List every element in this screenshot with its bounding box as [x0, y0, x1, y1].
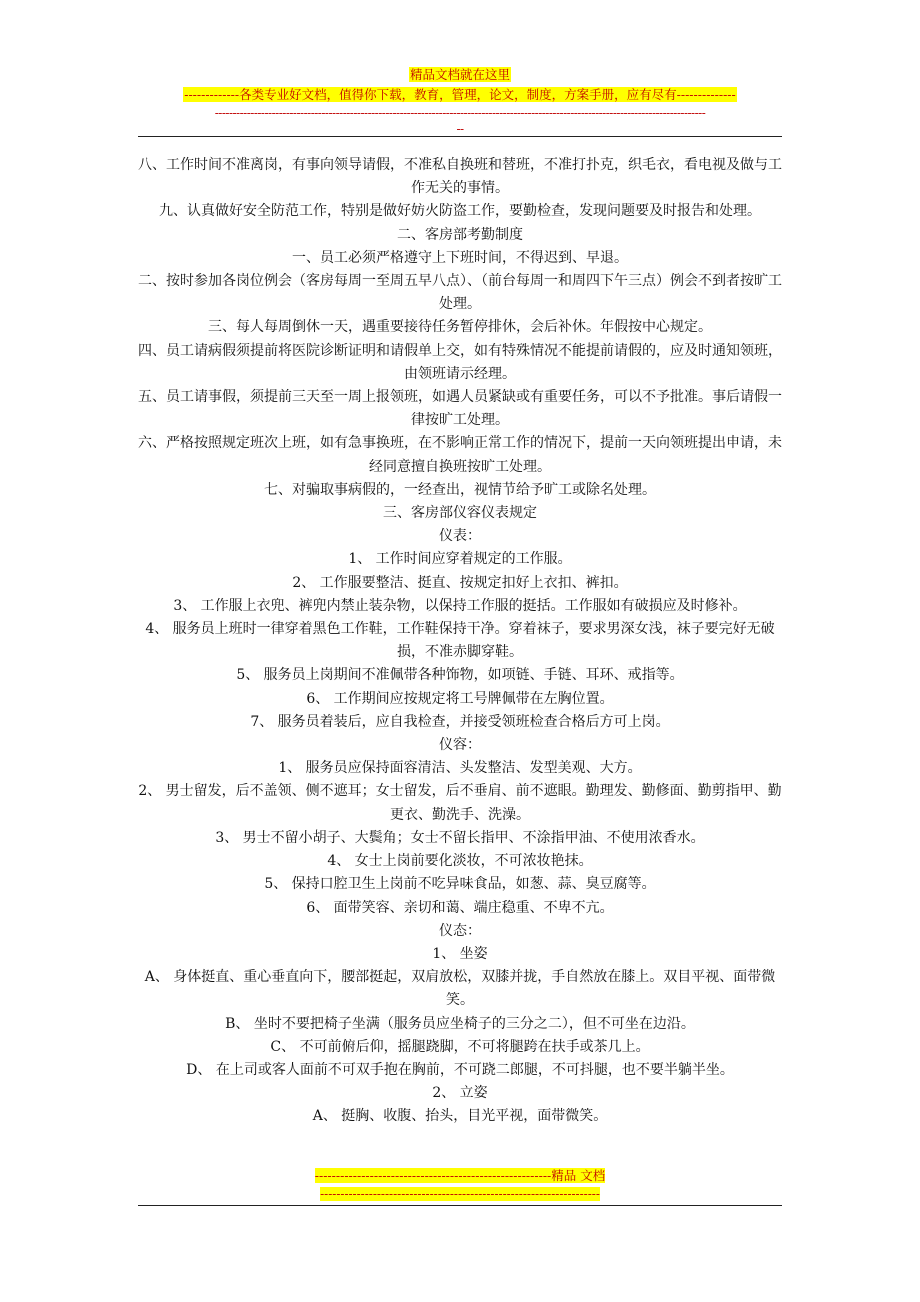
header-dash-line-1: ------------------------------------------------------------------------------------------------------------------------------------------	[214, 106, 706, 120]
paragraph: 2、 男士留发，后不盖领、侧不遮耳；女士留发，后不垂肩、前不遮眼。勤理发、勤修面、勤剪指甲、勤更衣、勤洗手、洗澡。	[138, 783, 782, 823]
paragraph: 2、 立姿	[432, 1085, 488, 1102]
paragraph: 1、 坐姿	[432, 945, 488, 962]
paragraph: 2、 工作服要整洁、挺直、按规定扣好上衣扣、裤扣。	[292, 574, 628, 591]
paragraph: 二、按时参加各岗位例会（客房每周一至周五早八点）、（前台每周一和周四下午三点）例会不到者按旷工处理。	[138, 273, 782, 313]
paragraph: 5、 保持口腔卫生上岗前不吃异味食品，如葱、蒜、臭豆腐等。	[264, 876, 656, 893]
paragraph: 五、员工请事假，须提前三天至一周上报领班，如遇人员紧缺或有重要任务，可以不予批准。事后请假一律按旷工处理。	[138, 389, 782, 429]
paragraph: 1、 工作时间应穿着规定的工作服。	[348, 551, 572, 568]
paragraph: 6、 工作期间应按规定将工号牌佩带在左胸位置。	[306, 690, 614, 707]
header-subtitle: -------------各类专业好文档，值得你下载，教育，管理，论文，制度，方案手册，应有尽有--------------	[184, 87, 736, 102]
paragraph: 八、工作时间不准离岗，有事向领导请假，不准私自换班和替班，不准打扑克，织毛衣，看电视及做与工作无关的事情。	[138, 157, 782, 197]
header-title: 精品文档就在这里	[409, 67, 510, 82]
paragraph: B、 坐时不要把椅子坐满（服务员应坐椅子的三分之二），但不可坐在边沿。	[225, 1015, 695, 1032]
paragraph: 7、 服务员着装后，应自我检查，并接受领班检查合格后方可上岗。	[250, 713, 670, 730]
paragraph: D、 在上司或客人面前不可双手抱在胸前，不可跷二郎腿，不可抖腿，也不要半躺半坐。	[186, 1061, 734, 1078]
footer	[138, 1168, 782, 1202]
paragraph: 七、对骗取事病假的，一经查出，视情节给予旷工或除名处理。	[264, 481, 656, 498]
footer-rule	[138, 1205, 782, 1206]
paragraph: 四、员工请病假须提前将医院诊断证明和请假单上交，如有特殊情况不能提前请假的，应及时通知领班，由领班请示经理。	[138, 342, 782, 382]
paragraph: 3、 工作服上衣兜、裤兜内禁止装杂物，以保持工作服的挺括。工作服如有破损应及时修补。	[173, 597, 747, 614]
paragraph: 4、 女士上岗前要化淡妆，不可浓妆艳抹。	[327, 853, 593, 870]
footer-line-2: ---------------------------------------------------------------------	[320, 1187, 600, 1201]
paragraph: 仪表：	[439, 528, 481, 545]
paragraph: C、 不可前俯后仰，摇腿跷脚，不可将腿跨在扶手或茶几上。	[270, 1038, 650, 1055]
paragraph: A、 身体挺直、重心垂直向下，腰部挺起，双肩放松，双膝并拢，手自然放在膝上。双目平视、面带微笑。	[144, 969, 776, 1009]
paragraph: A、 挺胸、收腹、抬头，目光平视，面带微笑。	[312, 1108, 608, 1125]
paragraph: 三、客房部仪容仪表规定	[383, 505, 537, 522]
paragraph: 二、客房部考勤制度	[397, 226, 523, 243]
paragraph: 6、 面带笑容、亲切和蔼、端庄稳重、不卑不亢。	[306, 899, 614, 916]
header-dash-line-2: --	[456, 122, 464, 136]
document-body	[138, 154, 782, 1129]
paragraph: 5、 服务员上岗期间不准佩带各种饰物，如项链、手链、耳环、戒指等。	[236, 667, 684, 684]
paragraph: 六、严格按照规定班次上班，如有急事换班，在不影响正常工作的情况下，提前一天向领班提出申请，未经同意擅自换班按旷工处理。	[138, 435, 782, 475]
header-rule	[138, 136, 782, 137]
paragraph: 九、认真做好安全防范工作，特别是做好妨火防盗工作，要勤检查，发现问题要及时报告和处理。	[159, 203, 761, 220]
paragraph: 3、 男士不留小胡子、大鬓角；女士不留长指甲、不涂指甲油、不使用浓香水。	[215, 829, 705, 846]
header	[138, 66, 782, 136]
paragraph: 仪容：	[439, 737, 481, 754]
paragraph: 1、 服务员应保持面容清洁、头发整洁、发型美观、大方。	[278, 760, 642, 777]
paragraph: 三、每人每周倒休一天，遇重要接待任务暂停排休，会后补休。年假按中心规定。	[208, 319, 712, 336]
paragraph: 4、 服务员上班时一律穿着黑色工作鞋，工作鞋保持干净。穿着袜子，要求男深女浅，袜子要完好无破损，不准赤脚穿鞋。	[145, 621, 775, 661]
footer-line-1: --------------------------------------------------------精品 文档	[314, 1168, 606, 1183]
paragraph: 一、员工必须严格遵守上下班时间，不得迟到、早退。	[292, 249, 628, 266]
paragraph: 仪态：	[439, 922, 481, 939]
